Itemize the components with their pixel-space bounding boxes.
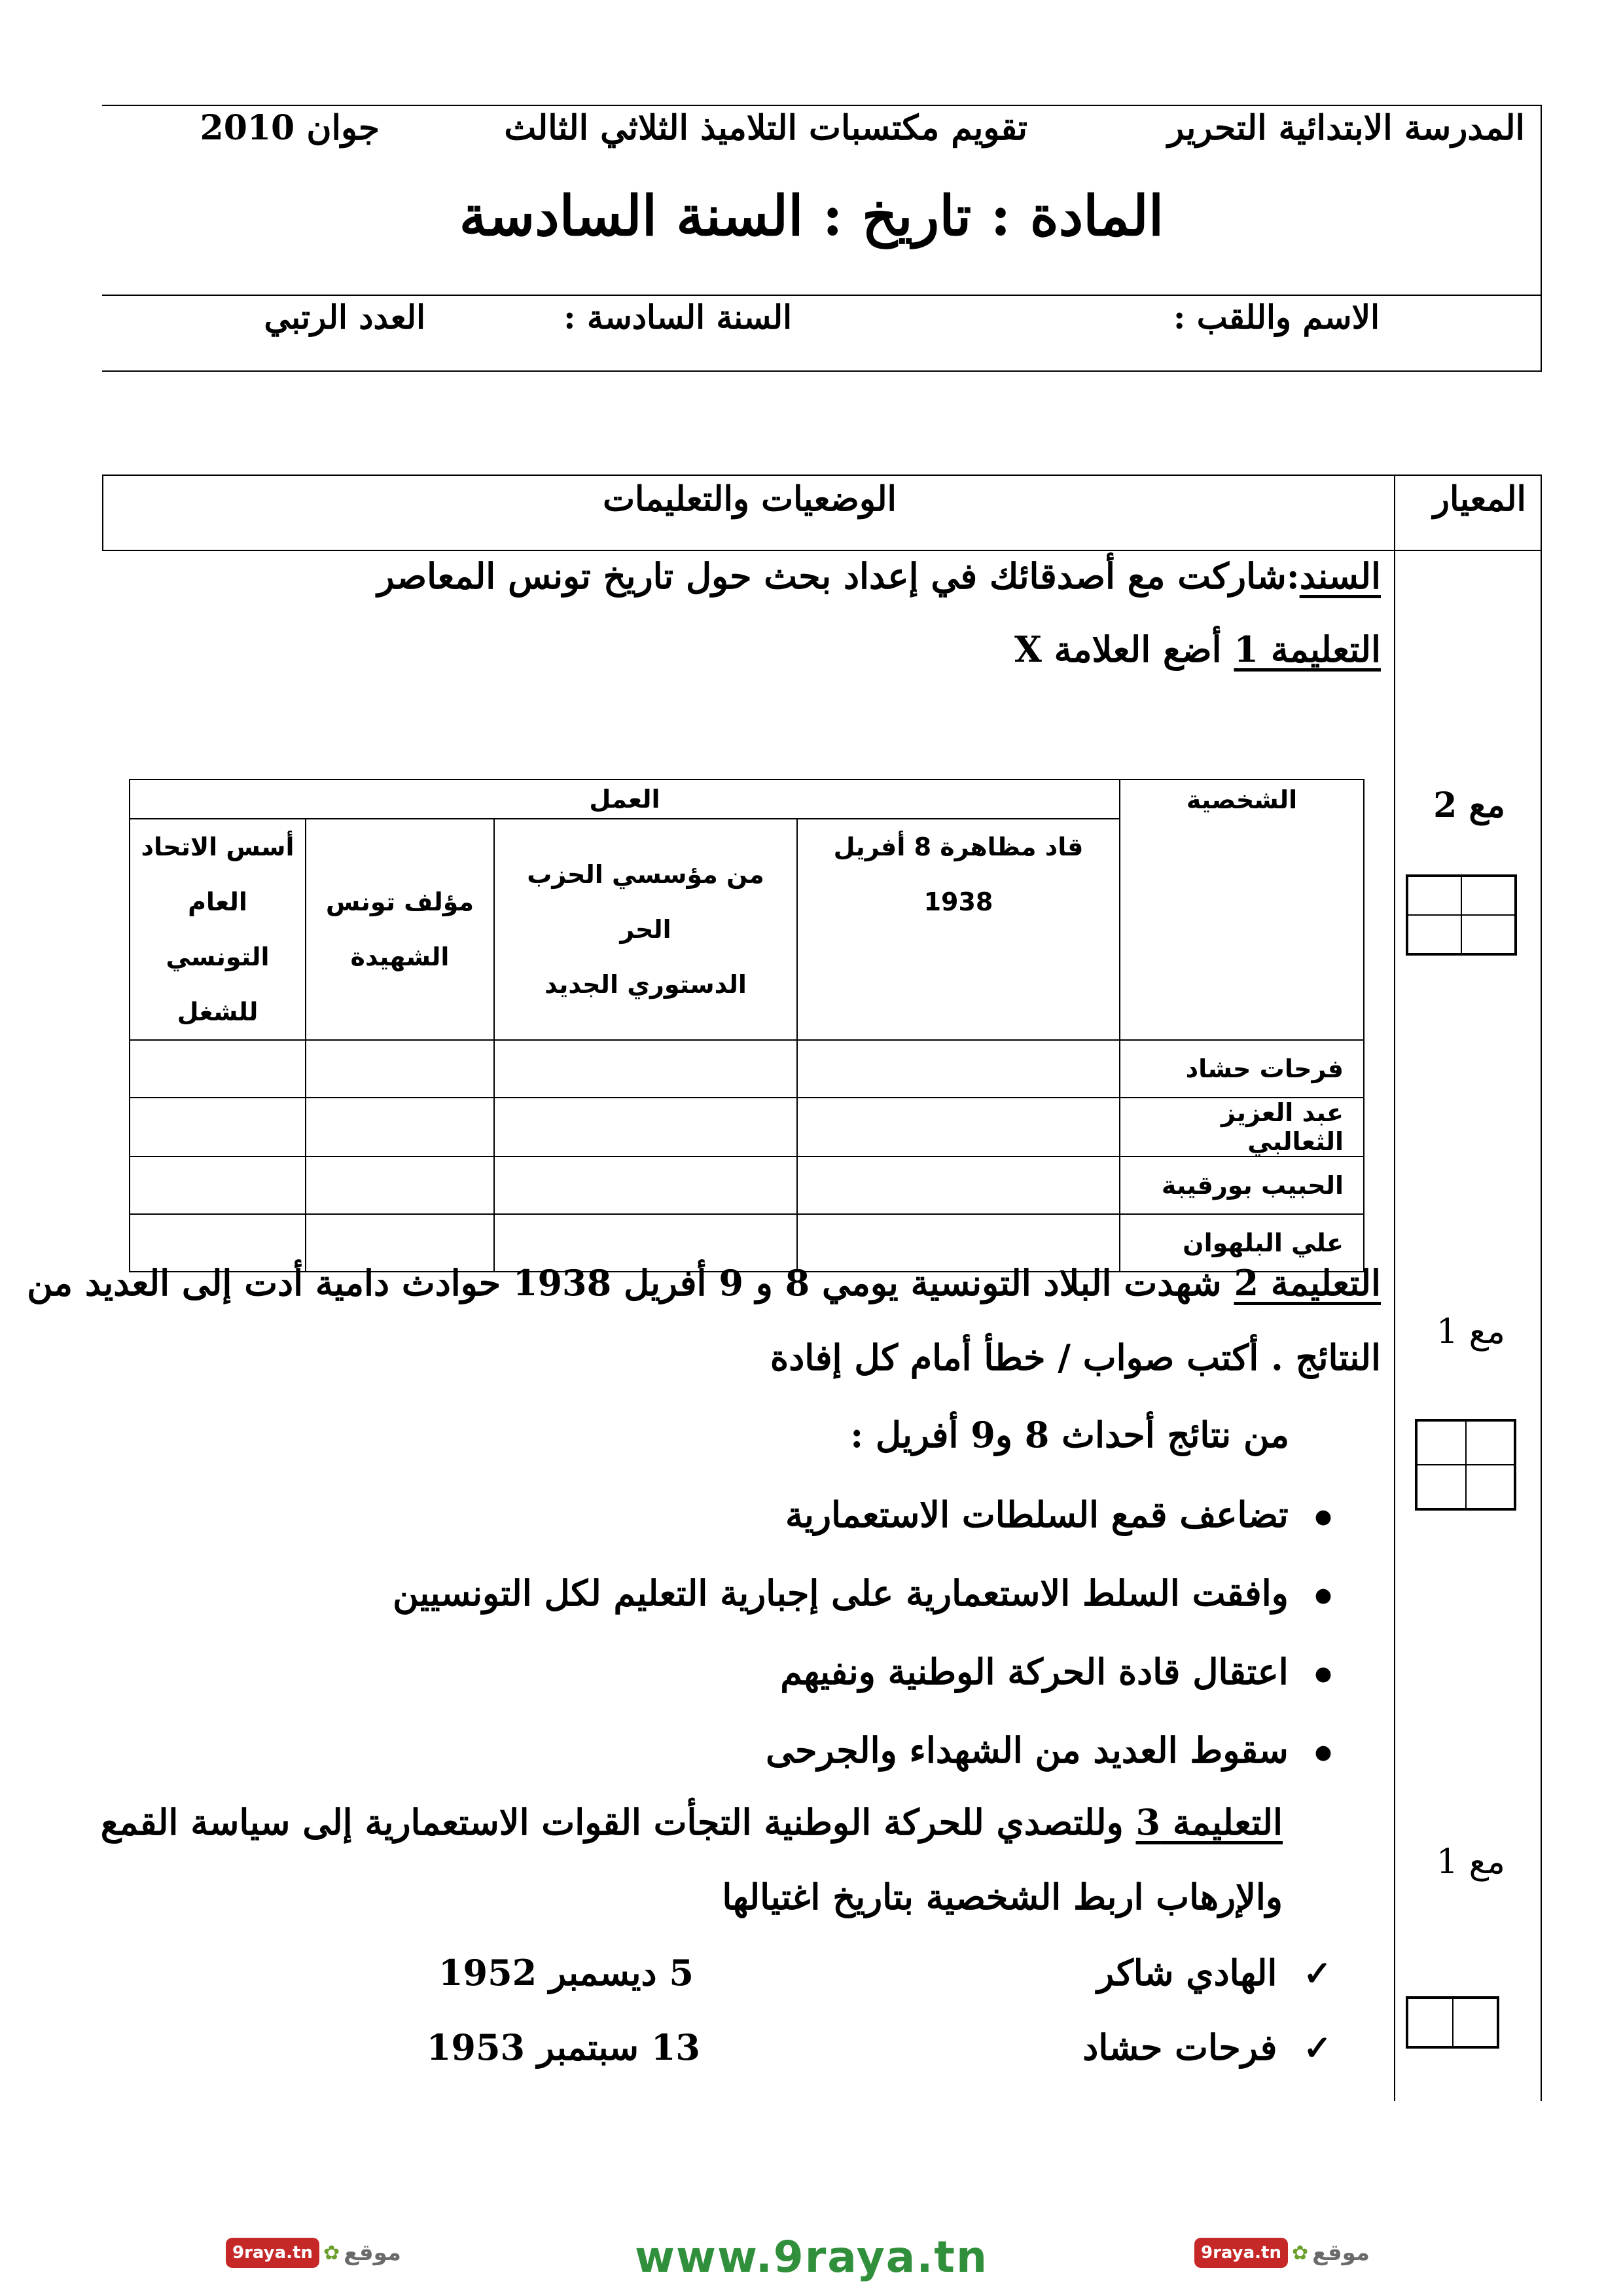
work-header-cell	[130, 819, 306, 1040]
task3-line2: والإرهاب اربط الشخصية بتاريخ اغتيالها	[722, 1876, 1283, 1918]
criterion-column-title: المعيار	[1433, 479, 1526, 519]
instructions-column-title: الوضعيات والتعليمات	[603, 479, 897, 519]
answer-cell[interactable]	[130, 1040, 306, 1098]
answer-cell[interactable]	[130, 1098, 306, 1157]
main-right-rule	[1541, 475, 1542, 2101]
task2-score-box	[1415, 1419, 1516, 1511]
work-header-line: التونسي للشغل	[166, 942, 270, 1026]
task2-criterion: مع 1	[1436, 1312, 1505, 1352]
task2-label: التعليمة 2	[1234, 1262, 1381, 1304]
answer-cell[interactable]	[306, 1157, 494, 1214]
answer-cell[interactable]	[797, 1157, 1120, 1214]
task3-date: 5 ديسمبر 1952	[438, 1952, 694, 1994]
answer-cell[interactable]	[306, 1040, 494, 1098]
person-name: الحبيب بورقيبة	[1120, 1157, 1364, 1214]
answer-cell[interactable]	[306, 1098, 494, 1157]
task3-instruction	[101, 1801, 1283, 1843]
task3-criterion: مع 1	[1436, 1842, 1505, 1882]
work-header-line: الدستوري الجديد	[544, 970, 747, 999]
task1-table	[129, 779, 1364, 1272]
rank-field-label: العدد الرتبي	[264, 298, 425, 336]
sanad	[377, 555, 1381, 597]
main-head-rule	[102, 550, 1542, 551]
task3-date: 13 سبتمبر 1953	[426, 2026, 700, 2068]
sanad-text: :شاركت مع أصدقائك في إعداد بحث حول تاريخ تونس المعاصر	[377, 555, 1300, 597]
site-logo-left: 9raya.tn ✿ موقع	[226, 2233, 401, 2272]
list-item: ● تضاعف قمع السلطات الاستعمارية	[785, 1494, 1332, 1535]
leaf-icon: ✿	[323, 2241, 340, 2265]
work-header-line: أسس الاتحاد العام	[141, 833, 294, 916]
work-header-cell	[306, 819, 494, 1040]
task1-instruction	[1014, 628, 1381, 670]
answer-cell[interactable]	[130, 1157, 306, 1214]
task1-label: التعليمة 1	[1234, 628, 1381, 670]
exam-date: جوان 2010	[200, 108, 380, 148]
header-top-rule	[102, 105, 1542, 106]
work-column-header: العمل	[130, 780, 1120, 819]
evaluation-title: تقويم مكتسبات التلاميذ الثلاثي الثالث	[504, 108, 1027, 148]
list-item: ● سقوط العديد من الشهداء والجرحى	[766, 1729, 1332, 1771]
list-item: ● وافقت السلط الاستعمارية على إجبارية التعليم لكل التونسيين	[393, 1572, 1332, 1614]
work-header-cell	[494, 819, 797, 1040]
leaf-icon: ✿	[1291, 2241, 1309, 2265]
class-field-label: السنة السادسة :	[563, 298, 792, 336]
task1-score-box	[1406, 874, 1517, 956]
task2-line1: شهدت البلاد التونسية يومي 8 و 9 أفريل 1938 حوادث دامية أدت إلى العديد من	[27, 1262, 1222, 1304]
task3-line1: وللتصدي للحركة الوطنية التجأت القوات الاستعمارية إلى سياسة القمع	[100, 1801, 1124, 1843]
answer-cell[interactable]	[797, 1040, 1120, 1098]
person-name: فرحات حشاد	[1120, 1040, 1364, 1098]
header-mid-rule	[102, 295, 1542, 296]
site-logo-right: 9raya.tn ✿ موقع	[1194, 2233, 1370, 2272]
task3-person: ✓ الهادي شاكر	[1097, 1952, 1332, 1994]
table-row	[130, 1098, 1364, 1157]
work-header-cell	[797, 819, 1120, 1040]
task1-text: أضع العلامة X	[1014, 628, 1222, 670]
work-header-line: قاد مظاهرة 8 أفريل 1938	[833, 833, 1084, 916]
table-row	[130, 1157, 1364, 1214]
name-field-label: الاسم واللقب :	[1173, 298, 1380, 336]
task3-person: ✓ فرحات حشاد	[1082, 2026, 1332, 2068]
criterion-divider	[1394, 475, 1395, 2101]
main-top-rule	[102, 475, 1542, 476]
work-header-line: مؤلف تونس	[325, 888, 474, 916]
task1-criterion: مع 2	[1433, 785, 1505, 825]
answer-cell[interactable]	[797, 1098, 1120, 1157]
task3-label: التعليمة 3	[1135, 1801, 1283, 1843]
answer-cell[interactable]	[494, 1157, 797, 1214]
answer-cell[interactable]	[494, 1098, 797, 1157]
header-bottom-rule	[102, 370, 1542, 372]
work-header-line: الشهيدة	[350, 942, 450, 971]
person-column-header: الشخصية	[1120, 780, 1364, 1040]
task3-score-box	[1406, 1996, 1499, 2049]
table-row	[130, 1040, 1364, 1098]
list-item: ● اعتقال قادة الحركة الوطنية ونفيهم	[780, 1651, 1332, 1693]
person-name: علي البلهوان	[1120, 1214, 1364, 1272]
work-header-line: من مؤسسي الحزب الحر	[527, 860, 764, 944]
task2-instruction	[27, 1262, 1381, 1304]
sanad-label: السند	[1299, 555, 1381, 597]
answer-cell[interactable]	[494, 1040, 797, 1098]
school-name: المدرسة الابتدائية التحرير	[1168, 108, 1525, 148]
page-title: المادة : تاريخ : السنة السادسة	[459, 183, 1164, 248]
website-link[interactable]: www.9raya.tn	[635, 2232, 988, 2282]
task2-line2: النتائج . أكتب صواب / خطأ أمام كل إفادة	[770, 1336, 1381, 1378]
main-left-rule	[102, 475, 103, 551]
person-name: عبد العزيز الثعالبي	[1120, 1098, 1364, 1157]
task2-intro: من نتائج أحداث 8 و9 أفريل :	[850, 1414, 1289, 1456]
